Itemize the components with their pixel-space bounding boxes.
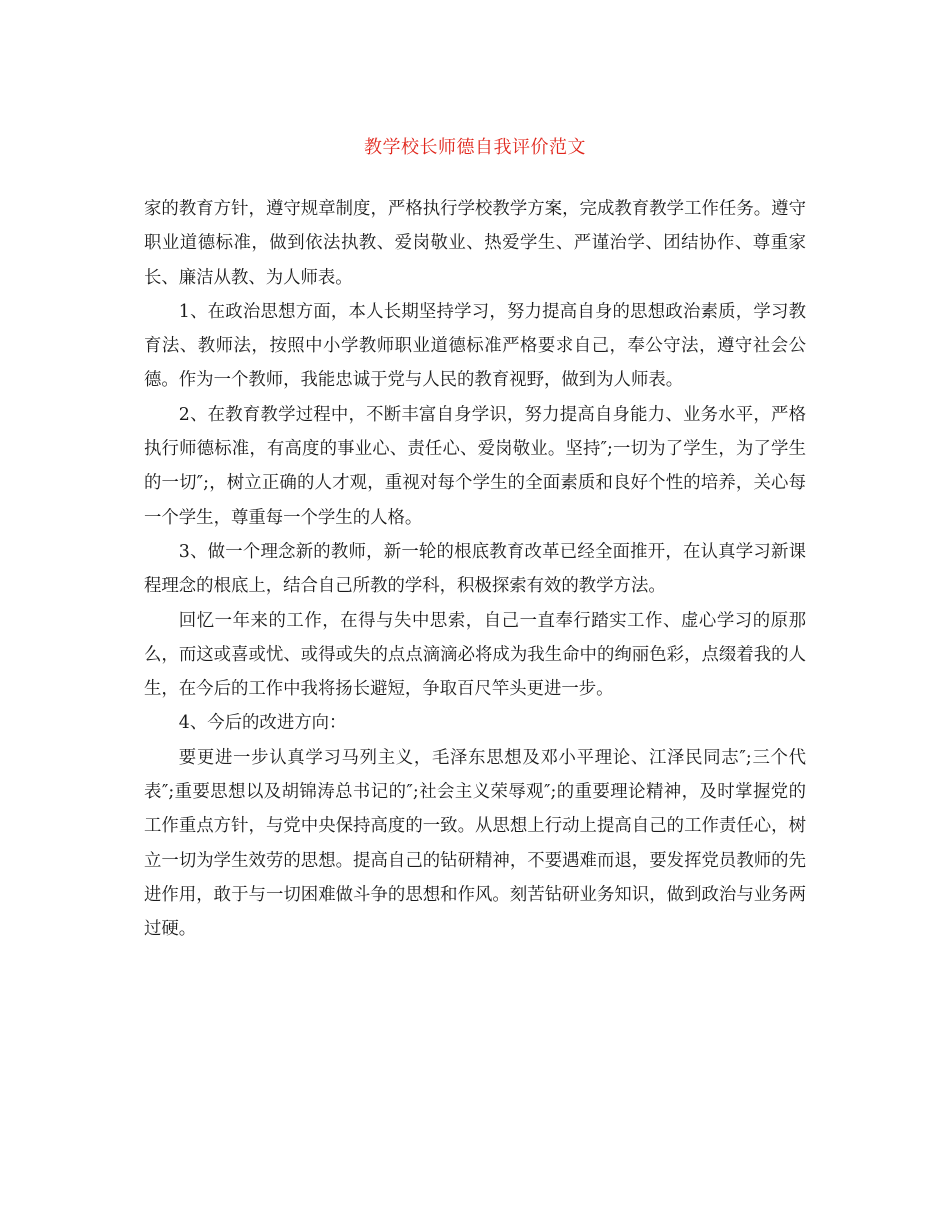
paragraph-teaching: 2、在教育教学过程中，不断丰富自身学识，努力提高自身能力、业务水平，严格执行师德标准，有高度的事业心、责任心、爱岗敬业。坚持″;一切为了学生，为了学生的一切″;，树立正确的人才观，重视对每个学生的全面素质和良好个性的培养，关心每一个学生，尊重每一个学生的人格。	[144, 404, 806, 528]
document-body	[144, 192, 806, 947]
paragraph-review: 回忆一年来的工作，在得与失中思索，自己一直奉行踏实工作、虚心学习的原那么，而这或喜或忧、或得或失的点点滴滴必将成为我生命中的绚丽色彩，点缀着我的人生，在今后的工作中我将扬长避短，争取百尺竿头更进一步。	[144, 610, 806, 700]
paragraph-political: 1、在政治思想方面，本人长期坚持学习，努力提高自身的思想政治素质，学习教育法、教师法，按照中小学教师职业道德标准严格要求自己，奉公守法，遵守社会公德。作为一个教师，我能忠诚于党与人民的教育视野，做到为人师表。	[144, 301, 806, 391]
paragraph-new-concept: 3、做一个理念新的教师，新一轮的根底教育改革已经全面推开，在认真学习新课程理念的根底上，结合自己所教的学科，积极探索有效的教学方法。	[144, 541, 806, 597]
paragraph-intro: 家的教育方针，遵守规章制度，严格执行学校教学方案，完成教育教学工作任务。遵守职业道德标准，做到依法执教、爱岗敬业、热爱学生、严谨治学、团结协作、尊重家长、廉洁从教、为人师表。	[144, 199, 806, 288]
document-title: 教学校长师德自我评价范文	[364, 137, 586, 158]
paragraph-improvement: 要更进一步认真学习马列主义，毛泽东思想及邓小平理论、江泽民同志″;三个代表″;重要思想以及胡锦涛总书记的″;社会主义荣辱观″;的重要理论精神，及时掌握党的工作重点方针，与党中央保持高度的一致。从思想上行动上提高自己的工作责任心，树立一切为学生效劳的思想。提高自己的钻研精神，不要遇难而退，要发挥党员教师的先进作用，敢于与一切困难做斗争的思想和作风。刻苦钻研业务知识，做到政治与业务两过硬。	[144, 747, 806, 940]
paragraph-improvement-heading: 4、今后的改进方向：	[178, 713, 347, 734]
